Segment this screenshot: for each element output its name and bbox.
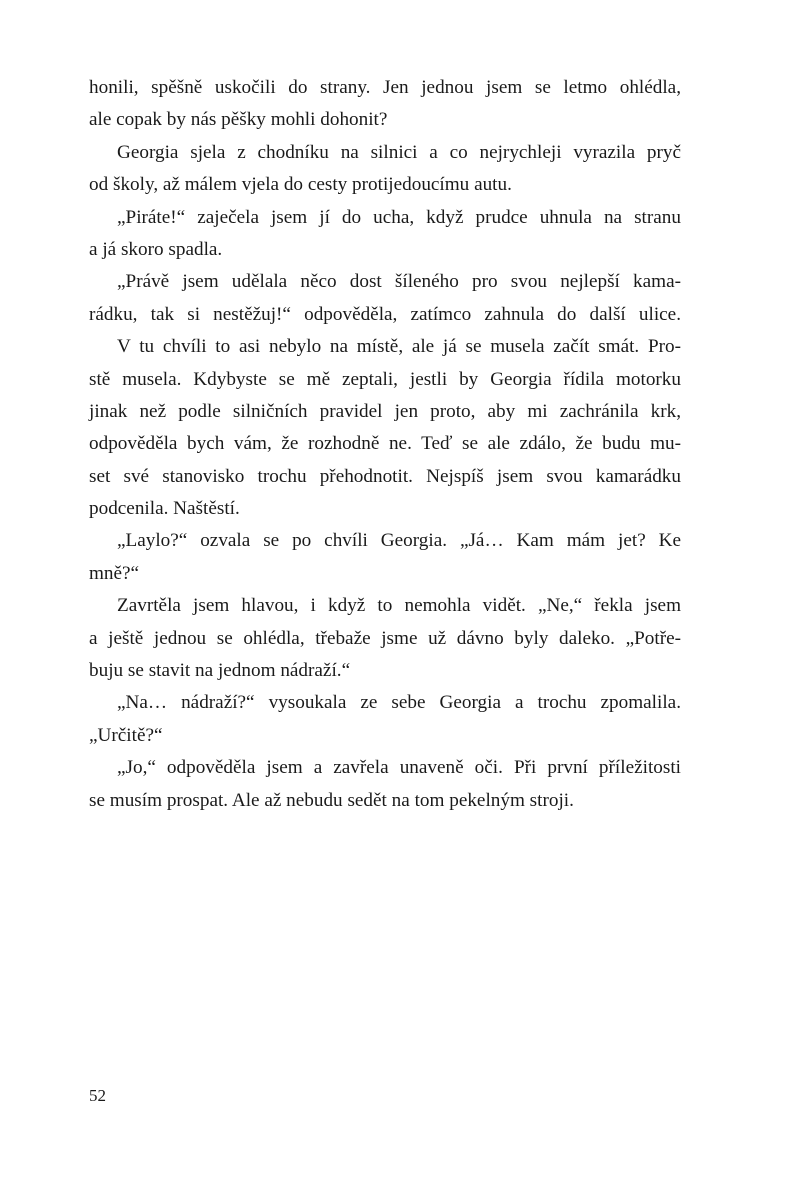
text-line: V tu chvíli to asi nebylo na místě, ale já se musela začít smát. Pro- [117, 336, 681, 358]
text-line: „Jo,“ odpověděla jsem a zavřela unaveně oči. Při první příležitosti [117, 757, 681, 779]
text-line: set své stanovisko trochu přehodnotit. Nejspíš jsem svou kamarádku [89, 465, 681, 487]
text-line: a ještě jednou se ohlédla, třebaže jsme už dávno byly daleko. „Potře- [89, 627, 681, 649]
text-line: honili, spěšně uskočili do strany. Jen jednou jsem se letmo ohlédla, [89, 77, 681, 98]
text-line: buju se stavit na jednom nádraží.“ [89, 660, 351, 682]
text-line: „Určitě?“ [89, 724, 163, 746]
text-line: jinak než podle silničních pravidel jen proto, aby mi zachránila krk, [89, 400, 681, 422]
text-line: ale copak by nás pěšky mohli dohonit? [89, 109, 388, 131]
text-line: „Piráte!“ zaječela jsem jí do ucha, když prudce uhnula na stranu [117, 206, 681, 228]
text-line: Georgia sjela z chodníku na silnici a co nejrychleji vyrazila pryč [117, 141, 681, 163]
text-line: Zavrtěla jsem hlavou, i když to nemohla vidět. „Ne,“ řekla jsem [117, 595, 681, 617]
text-line: se musím prospat. Ale až nebudu sedět na tom pekelným stroji. [89, 789, 574, 811]
text-line: rádku, tak si nestěžuj!“ odpověděla, zatímco zahnula do další ulice. [89, 303, 681, 325]
text-line: stě musela. Kdybyste se mě zeptali, jestli by Georgia řídila motorku [89, 368, 681, 390]
text-line: a já skoro spadla. [89, 238, 223, 260]
body-text [89, 72, 681, 817]
text-line: podcenila. Naštěstí. [89, 498, 240, 520]
page-number: 52 [89, 1086, 106, 1105]
text-line: odpověděla bych vám, že rozhodně ne. Teď se ale zdálo, že budu mu- [89, 433, 681, 455]
text-line: „Laylo?“ ozvala se po chvíli Georgia. „Já… Kam mám jet? Ke [117, 530, 681, 552]
text-line: „Na… nádraží?“ vysoukala ze sebe Georgia a trochu zpomalila. [117, 692, 681, 714]
text-line: od školy, až málem vjela do cesty protijedoucímu autu. [89, 174, 512, 196]
text-line: „Právě jsem udělala něco dost šíleného pro svou nejlepší kama- [117, 271, 681, 293]
text-line: mně?“ [89, 562, 140, 584]
